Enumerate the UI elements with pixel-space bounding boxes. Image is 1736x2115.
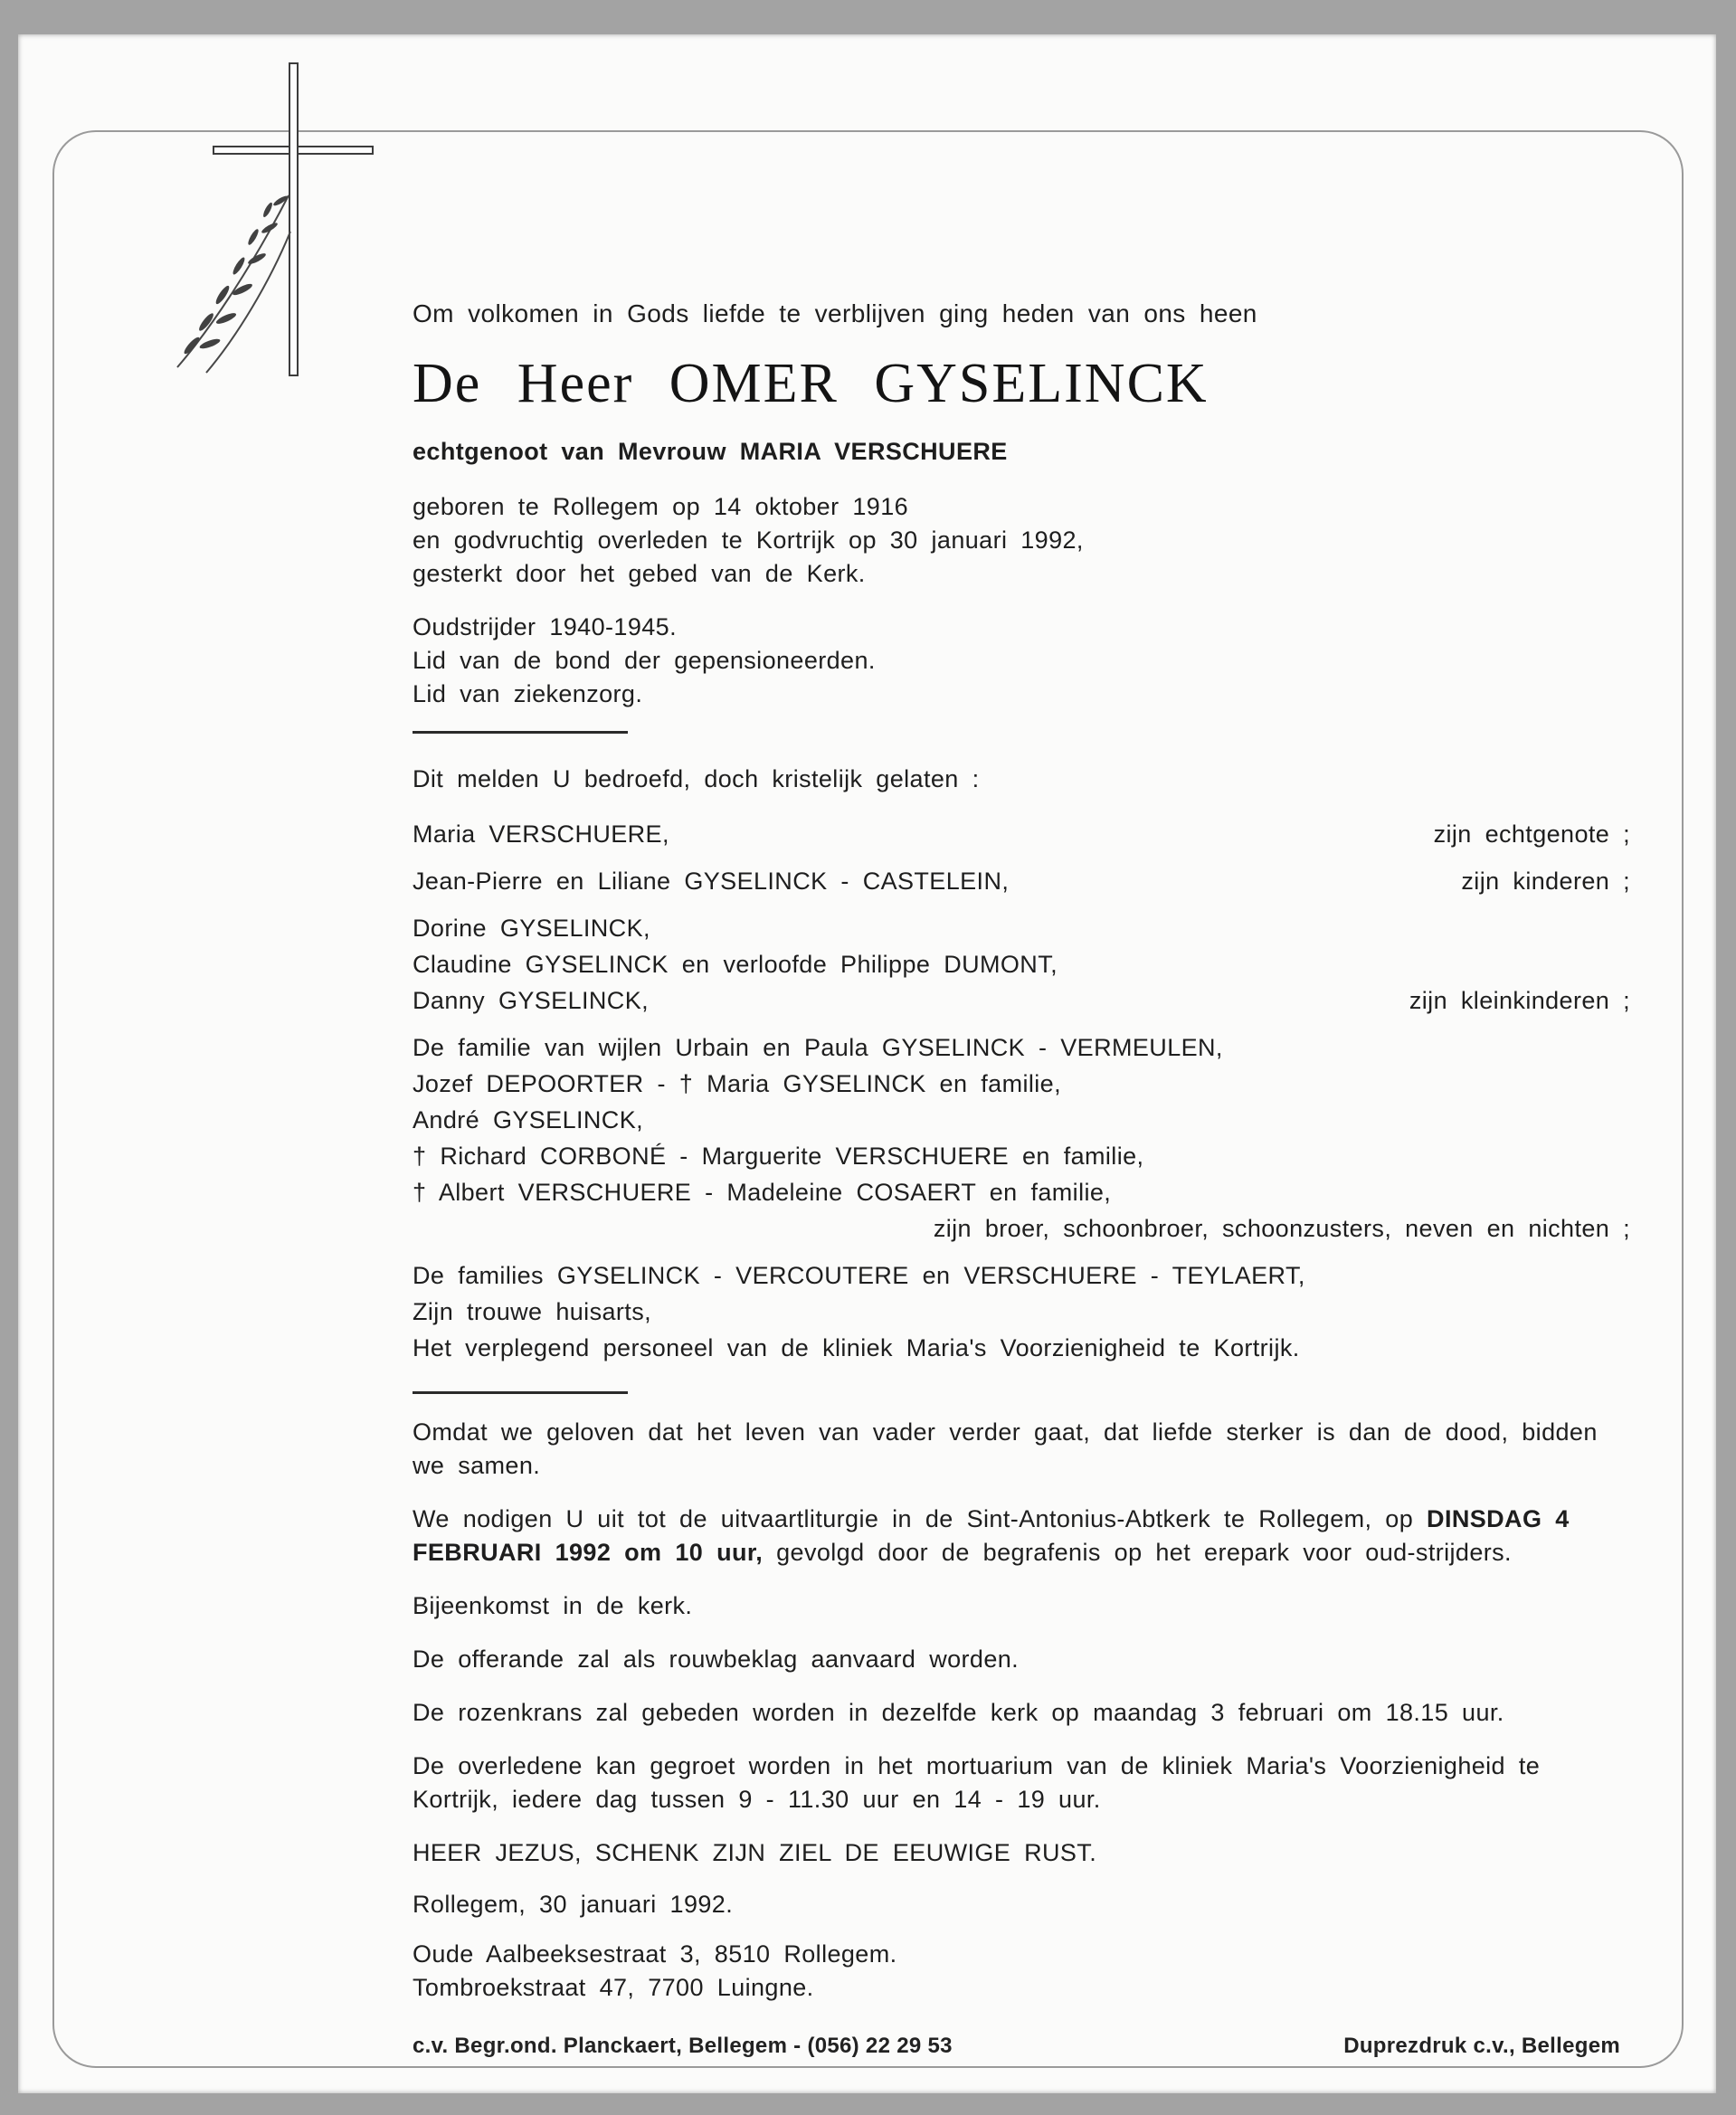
mourner-name: De families GYSELINCK - VERCOUTERE en VERSCHUERE - TEYLAERT, <box>413 1262 1305 1289</box>
mourner-row <box>413 1294 1630 1330</box>
spouse-line: echtgenoot van Mevrouw MARIA VERSCHUERE <box>413 438 1008 465</box>
mourner-row <box>413 946 1630 982</box>
mourner-name: Claudine GYSELINCK en verloofde Philippe DUMONT, <box>413 951 1058 978</box>
dateline: Rollegem, 30 januari 1992. <box>413 1891 734 1918</box>
funeral-home-credit: c.v. Begr.ond. Planckaert, Bellegem - (056) 22 29 53 <box>413 2034 953 2058</box>
memberships <box>413 611 1630 711</box>
sacrament-line: gesterkt door het gebed van de Kerk. <box>413 560 866 587</box>
relation-label: zijn broer, schoonbroer, schoonzusters, neven en nichten ; <box>933 1215 1630 1242</box>
address-line: Oude Aalbeeksestraat 3, 8510 Rollegem. <box>413 1940 897 1968</box>
mourner-row <box>413 1257 1630 1294</box>
mourner-row <box>413 1066 1630 1102</box>
invitation-text: We nodigen U uit tot de uitvaartliturgie in de Sint-Antonius-Abtkerk te Rollegem, op <box>413 1505 1428 1532</box>
mourner-name: † Albert VERSCHUERE - Madeleine COSAERT en familie, <box>413 1179 1112 1206</box>
mourner-name: Dorine GYSELINCK, <box>413 915 650 942</box>
death-line: en godvruchtig overleden te Kortrijk op 30 januari 1992, <box>413 526 1084 554</box>
life-details <box>413 490 1630 591</box>
mourner-name: Danny GYSELINCK, <box>413 987 650 1014</box>
mourners-list <box>413 816 1630 1366</box>
printer-credit: Duprezdruk c.v., Bellegem <box>1343 2034 1620 2058</box>
belief-paragraph: Omdat we geloven dat het leven van vader verder gaat, dat liefde sterker is dan de dood, bidden we samen. <box>413 1418 1598 1479</box>
mourner-name: De familie van wijlen Urbain en Paula GYSELINCK - VERMEULEN, <box>413 1034 1223 1061</box>
addresses <box>413 1938 1630 2005</box>
prayer-line: HEER JEZUS, SCHENK ZIJN ZIEL DE EEUWIGE RUST. <box>413 1839 1097 1866</box>
address-line: Tombroekstraat 47, 7700 Luingne. <box>413 1974 814 2001</box>
memorial-card-page <box>18 34 1716 2093</box>
mourner-name: Jozef DEPOORTER - † Maria GYSELINCK en familie, <box>413 1070 1061 1097</box>
mourner-row <box>413 1138 1630 1174</box>
mourner-name: André GYSELINCK, <box>413 1106 644 1133</box>
mourner-row <box>413 982 1630 1019</box>
mourner-row <box>413 1210 1630 1247</box>
section-divider <box>413 1391 628 1394</box>
card-content <box>413 297 1630 2005</box>
meeting-line: Bijeenkomst in de kerk. <box>413 1592 693 1619</box>
birth-line: geboren te Rollegem op 14 oktober 1916 <box>413 493 909 520</box>
relation-label: zijn echtgenote ; <box>1433 820 1630 848</box>
cross-icon <box>154 45 389 389</box>
mourner-row <box>413 1174 1630 1210</box>
mourner-row <box>413 1029 1630 1066</box>
funeral-datetime: DINSDAG 4 FEBRUARI 1992 om 10 uur, <box>413 1505 1570 1566</box>
mourner-row <box>413 910 1630 946</box>
deceased-name-title: De Heer OMER GYSELINCK <box>413 353 1209 414</box>
mourner-name: † Richard CORBONÉ - Marguerite VERSCHUERE en familie, <box>413 1143 1144 1170</box>
mourner-row <box>413 863 1630 899</box>
mourner-name: Zijn trouwe huisarts, <box>413 1298 651 1325</box>
mourner-name: Maria VERSCHUERE, <box>413 820 669 848</box>
mourner-name: Het verplegend personeel van de kliniek Maria's Voorzienigheid te Kortrijk. <box>413 1334 1300 1361</box>
mourners-intro: Dit melden U bedroefd, doch kristelijk gelaten : <box>413 765 980 792</box>
mourner-row <box>413 1102 1630 1138</box>
section-divider <box>413 731 628 734</box>
rosary-line: De rozenkrans zal gebeden worden in dezelfde kerk op maandag 3 februari om 18.15 uur. <box>413 1699 1504 1726</box>
relation-label: zijn kinderen ; <box>1461 868 1630 895</box>
mourner-name: Jean-Pierre en Liliane GYSELINCK - CASTELEIN, <box>413 868 1010 895</box>
membership-line: Lid van ziekenzorg. <box>413 680 643 707</box>
intro-line: Om volkomen in Gods liefde te verblijven ging heden van ons heen <box>413 299 1257 327</box>
membership-line: Oudstrijder 1940-1945. <box>413 613 677 640</box>
membership-line: Lid van de bond der gepensioneerden. <box>413 647 876 674</box>
printer-footer <box>413 2034 1620 2059</box>
visitation-paragraph: De overledene kan gegroet worden in het mortuarium van de kliniek Maria's Voorzienigheid te Kortrijk, iedere dag tussen 9 - 11.30 uur en 14 - 19 uur. <box>413 1752 1541 1813</box>
funeral-invitation-paragraph <box>413 1503 1630 1570</box>
relation-label: zijn kleinkinderen ; <box>1409 987 1630 1014</box>
offering-line: De offerande zal als rouwbeklag aanvaard worden. <box>413 1646 1020 1673</box>
mourner-row <box>413 1330 1630 1366</box>
invitation-text-continued: gevolgd door de begrafenis op het erepark voor oud-strijders. <box>776 1539 1512 1566</box>
mourner-row <box>413 816 1630 852</box>
